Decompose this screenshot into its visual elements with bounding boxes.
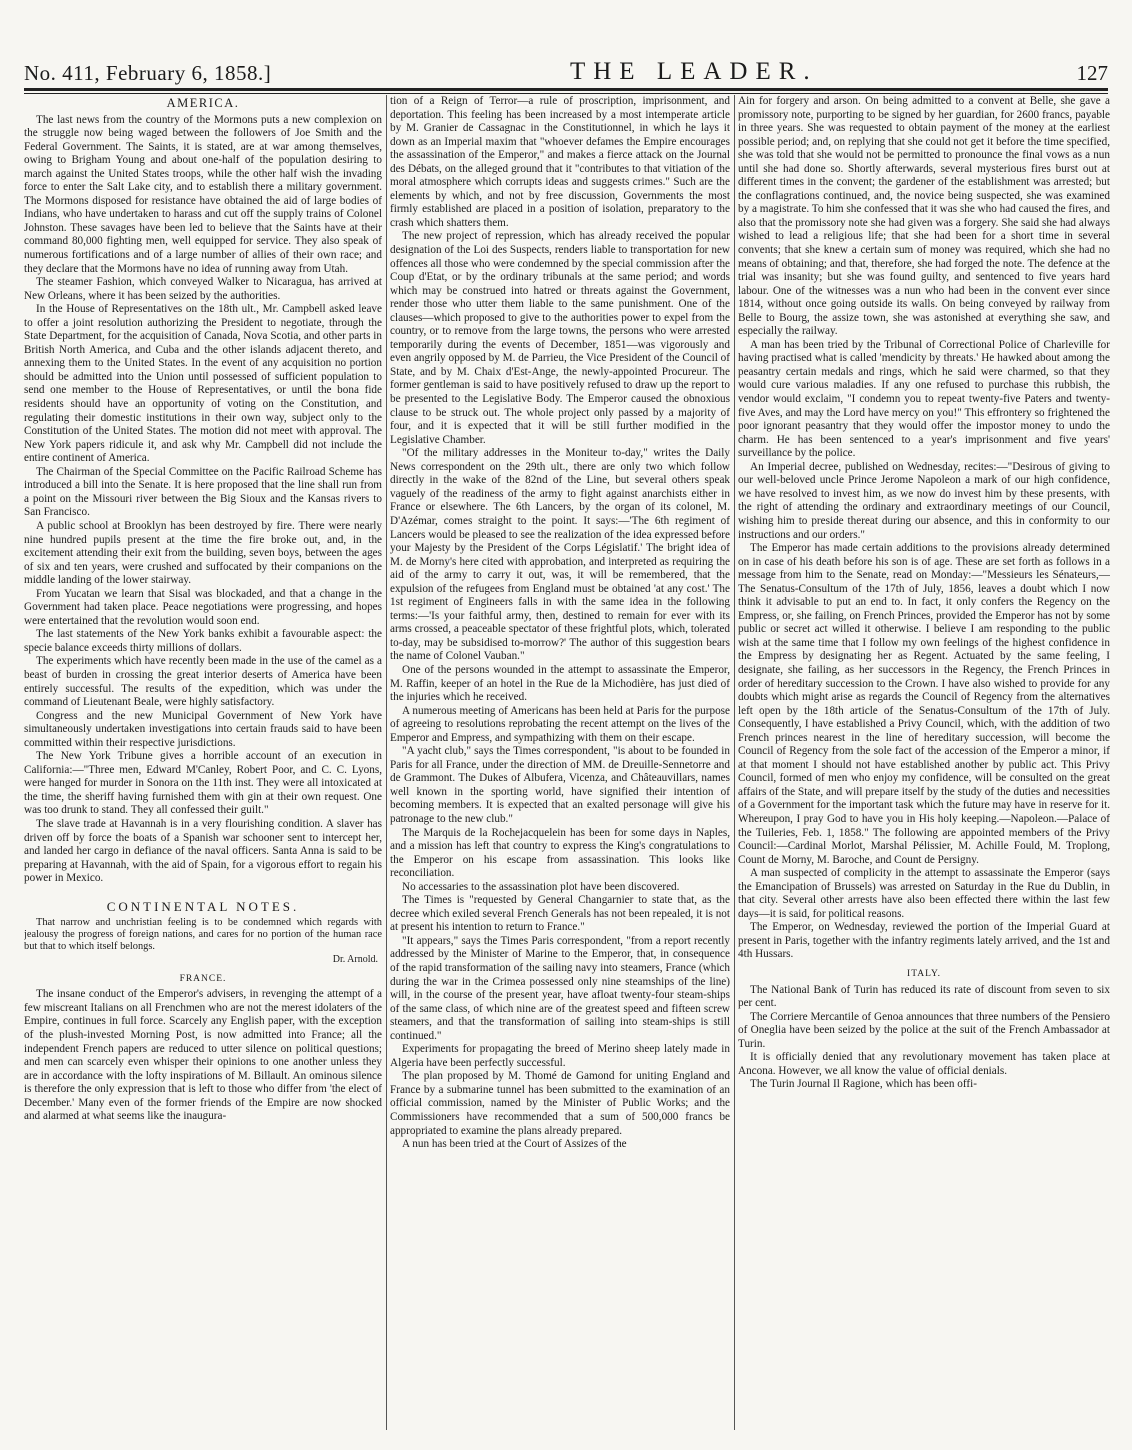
article-paragraph: A man suspected of complicity in the attempt to assassinate the Emperor (says the Emancipation of Brussels) was arrested on Saturday in the Rue du Dublin, in that city. Several other arrests have also been effected there within the last few days—it is said, for political reasons. bbox=[738, 867, 1110, 920]
masthead-rule-thin bbox=[24, 93, 1108, 94]
subheading-italy: ITALY. bbox=[907, 969, 941, 979]
article-paragraph: The insane conduct of the Emperor's advisers, in revenging the attempt of a few miscreant Italians on all Frenchmen who are not the merest idolaters of the Empire, continues in full force. Scarcely any English paper, with the exception of the plush-invested Morning Post, is now admitted into France; all the independent French papers are reduced to utter silence on political questions; and men can scarcely even whisper their opinions to one another unless they are in accordance with the lofty inspirations of M. Billault. An ominous silence is therefore the only expression that is left to those who differ from 'the elect of December.' Many even of the former friends of the Empire are now shocked and alarmed at what seems like the inaugura- bbox=[24, 988, 382, 1123]
article-paragraph: Ain for forgery and arson. On being admitted to a convent at Belle, she gave a promissory note, purporting to be signed by her guardian, for 2600 francs, payable in three years. She was requested to obtain payment of the money at the earliest possible period; and, on replying that she could not get it before the time specified, she was told that she would not be permitted to pronounce the final vows as a nun until she had done so. Shortly afterwards, several mysterious fires burst out at different times in the convent; the gardener of the establishment was arrested; but the conflagrations continued, and, the novice being suspected, she was examined by a magistrate. To him she confessed that it was she who had caused the fires, and also that the promissory note she had given was a forgery. She said she had always wished to lead a religious life; that she had been for a short time in several convents; that she knew a certain sum of money was required, which she had no means of obtaining; and that, therefore, she had forged the note. The defence at the trial was insanity; but she was found guilty, and sentenced to five years hard labour. One of the witnesses was a nun who had been in the convent ever since 1814, without once going outside its walls. On being conveyed by railway from Belle to Bourg, the assize town, she was astonished at everything she saw, and especially the railway. bbox=[738, 95, 1110, 338]
column-2 bbox=[390, 95, 730, 1430]
column-divider-2 bbox=[734, 95, 735, 1430]
heading-america: AMERICA. bbox=[166, 96, 240, 110]
article-paragraph: "A yacht club," says the Times correspondent, "is about to be founded in Paris for all France, under the direction of MM. de Dreuille-Sennetorre and de Grammont. The Dukes of Albufera, Vicenza, and Châteauvillars, names well known in the sporting world, have signified their intention of becoming members. It is expected that an exalted personage will give his patronage to the new club." bbox=[390, 745, 730, 825]
article-paragraph: "It appears," says the Times Paris correspondent, "from a report recently addressed by the Minister of Marine to the Emperor, that, in consequence of the rapid transformation of the sailing navy into steamers, France (which during the war in the Crimea possessed only nine steamships of the line) will, in the course of the present year, have afloat twenty-four steam-ships of the same class, of which nine are of the greatest speed and fifteen screw steamers, and that the transformation of sailing into steam-ships is still continued." bbox=[390, 934, 730, 1042]
article-paragraph: An Imperial decree, published on Wednesday, recites:—"Desirous of giving to our well-beloved uncle Prince Jerome Napoleon a mark of our high confidence, we have resolved to invest him, as we now do invest him by these presents, with the right of attending the ordinary and extraordinary meetings of our Council, wishing him to preside thereat during our absence, and this in conformity to our instructions and our orders." bbox=[738, 460, 1110, 541]
article-paragraph: The Chairman of the Special Committee on the Pacific Railroad Scheme has introduced a bill into the Senate. It is here proposed that the line shall run from a point on the Missouri river between the Big Sioux and the Kansas rivers to San Francisco. bbox=[24, 465, 382, 519]
article-paragraph: Experiments for propagating the breed of Merino sheep lately made in Algeria have been perfectly successful. bbox=[390, 1043, 730, 1069]
article-paragraph: The Marquis de la Rochejacquelein has been for some days in Naples, and a mission has left that country to express the King's congratulations to the Emperor on his escape from assassination. This looks like reconciliation. bbox=[390, 826, 730, 880]
article-paragraph: A numerous meeting of Americans has been held at Paris for the purpose of agreeing to resolutions reprobating the recent attempt on the lives of the Emperor and Empress, and sympathizing with them on their escape. bbox=[390, 704, 730, 744]
article-paragraph: From Yucatan we learn that Sisal was blockaded, and that a change in the Government had taken place. Peace negotiations were progressing, and hopes were entertained that the revolution would soon end. bbox=[24, 587, 382, 627]
article-paragraph: tion of a Reign of Terror—a rule of proscription, imprisonment, and deportation. This feeling has been increased by a most intemperate article by M. Granier de Cassagnac in the Constitutionnel, in which he lays it down as an Imperial maxim that "whoever defames the Empire encourages the assassination of the Emperor," and makes a fierce attack on the Journal des Débats, on the alleged ground that it "contributes to that vitiation of the moral atmosphere which corrupts ideas and suggests crimes." Such are the elements by which, and not by free discussion, Governments the most firmly established are placed in a position of isolation, preparatory to the crash which shatters them. bbox=[390, 95, 730, 229]
article-paragraph: The last statements of the New York banks exhibit a favourable aspect: the specie balance exceeds thirty millions of dollars. bbox=[24, 628, 382, 654]
article-paragraph: The Turin Journal Il Ragione, which has been offi- bbox=[750, 1078, 977, 1091]
column-3 bbox=[738, 95, 1110, 1430]
article-paragraph: The Emperor, on Wednesday, reviewed the portion of the Imperial Guard at present in Paris, together with the infantry regiments lately arrived, and the 1st and 4th Hussars. bbox=[738, 921, 1110, 961]
column-divider-1 bbox=[386, 95, 387, 1430]
article-paragraph: It is officially denied that any revolutionary movement has taken place at Ancona. However, we all know the value of official denials. bbox=[738, 1051, 1110, 1077]
article-paragraph: No accessaries to the assassination plot have been discovered. bbox=[402, 880, 680, 893]
page-number: 127 bbox=[1076, 61, 1108, 85]
article-paragraph: A nun has been tried at the Court of Assizes of the bbox=[402, 1138, 627, 1151]
article-paragraph: The steamer Fashion, which conveyed Walker to Nicaragua, has arrived at New Orleans, where it has been seized by the authorities. bbox=[24, 276, 382, 302]
issue-date: No. 411, February 6, 1858.] bbox=[24, 61, 272, 85]
newspaper-title: THE LEADER. bbox=[569, 58, 818, 85]
article-paragraph: A man has been tried by the Tribunal of Correctional Police of Charleville for having practised what is called 'mendicity by threats.' He hawked about among the peasantry certain medals and rings, which he said were charmed, so that they would cure various maladies. If any one refused to purchase this rubbish, the vendor would exclaim, "I condemn you to repeat twenty-five Paters and twenty-five Aves, and may the Lord have mercy on you!" This effrontery so frightened the poor ignorant peasantry that they would offer the impostor money to undo the charm. He has been sentenced to a year's imprisonment and five years' surveillance by the police. bbox=[738, 338, 1110, 460]
masthead bbox=[24, 50, 1108, 86]
article-paragraph: In the House of Representatives on the 18th ult., Mr. Campbell asked leave to offer a joint resolution authorizing the President to negotiate, through the State Department, for the acquisition of Canada, Nova Scotia, and other parts in British North America, and Cuba and the other islands adjacent thereto, and annexing them to the United States. In the event of any acquisition no portion should be admitted into the Union until possessed of sufficient population to send one member to the House of Representatives, or until the bona fide residents should have an opportunity of voting on the Constitution, and regulating their domestic institutions in their own way, subject only to the Constitution of the United States. The motion did not meet with approval. The New York papers ridicule it, and ask why Mr. Campbell did not include the entire continent of America. bbox=[24, 303, 382, 465]
article-paragraph: The Corriere Mercantile of Genoa announces that three numbers of the Pensiero of Oneglia have been seized by the police at the suit of the French Ambassador at Turin. bbox=[738, 1010, 1110, 1050]
article-paragraph: The plan proposed by M. Thomé de Gamond for uniting England and France by a submarine tunnel has been submitted to the examination of an official commission, named by the Minister of Public Works; and the Commissioners have recommended that a sum of 500,000 francs be appropriated to examine the plans already prepared. bbox=[390, 1070, 730, 1137]
subheading-france: FRANCE. bbox=[179, 973, 227, 984]
article-paragraph: The experiments which have recently been made in the use of the camel as a beast of burden in crossing the great interior deserts of America have been entirely successful. The results of the expedition, which was under the command of Lieutenant Beale, were highly satisfactory. bbox=[24, 655, 382, 709]
masthead-rule-thick bbox=[24, 88, 1108, 91]
article-paragraph: The Times is "requested by General Changarnier to state that, as the decree which exiled several French Generals has not been repealed, it is not at present his intention to return to France." bbox=[390, 894, 730, 934]
article-paragraph: The slave trade at Havannah is in a very flourishing condition. A slaver has driven off by force the boats of a Spanish war schooner sent to intercept her, and landed her cargo in defiance of the naval officers. Santa Anna is said to be preparing at Havannah, with the aid of Spain, for a vigorous effort to regain his power in Mexico. bbox=[24, 817, 382, 885]
heading-continental-notes: CONTINENTAL NOTES. bbox=[106, 898, 300, 914]
article-paragraph: The new project of repression, which has already received the popular designation of the Loi des Suspects, renders liable to transportation for new offences all those who were condemned by the special commission after the Coup d'Etat, or by the ordinary tribunals at the same period; and words which may be construed into hatred or threats against the Government, render those who utter them liable to the same punishment. One of the clauses—which proposed to give to the authorities power to expel from the country, or to remove from the large towns, the persons who were arrested temporarily during the events of December, 1851—was vigorously and even angrily opposed by M. de Parrieu, the Vice President of the Council of State, and by M. Chaix d'Est-Ange, the newly-appointed Procureur. The former gentleman is said to have positively refused to draw up the report to be presented to the Legislative Body. The Emperor caused the obnoxious clause to be struck out. The whole project only passed by a majority of four, and it is expected that it will be still further modified in the Legislative Chamber. bbox=[390, 230, 730, 446]
column-1 bbox=[24, 95, 382, 1430]
article-paragraph: A public school at Brooklyn has been destroyed by fire. There were nearly nine hundred pupils present at the time the fire broke out, and, in the excitement attending their exit from the building, seven boys, between the ages of six and ten years, were crushed and suffocated by their companions on the middle landing of the lower stairway. bbox=[24, 519, 382, 587]
article-paragraph: Congress and the new Municipal Government of New York have simultaneously undertaken investigations into certain frauds said to have been committed within their respective jurisdictions. bbox=[24, 709, 382, 749]
epigraph: That narrow and unchristian feeling is to be condemned which regards with jealousy the progress of foreign nations, and cares for no portion of the human race but that to which itself belongs. bbox=[24, 917, 382, 953]
epigraph-attribution: Dr. Arnold. bbox=[332, 954, 378, 966]
article-paragraph: The New York Tribune gives a horrible account of an execution in California:—"Three men, Edward M'Canley, Robert Poor, and C. C. Lyons, were hanged for murder in Sonora on the 11th inst. They were all intoxicated at the time, the sheriff having furnished them with gin at their own request. One was too drunk to stand. They all confessed their guilt." bbox=[24, 750, 382, 817]
article-paragraph: "Of the military addresses in the Moniteur to-day," writes the Daily News correspondent on the 29th ult., there are only two which follow directly in the wake of the 82nd of the Line, but several others speak vaguely of the readiness of the army to fight against anarchists either in France or elsewhere. The 6th Lancers, by the organ of its colonel, M. D'Azémar, comes straight to the point. It says:—'The 6th regiment of Lancers would be pleased to see the realization of the idea expressed before your Majesty by the President of the Corps Législatif.' The bright idea of M. de Morny's here cited with approbation, and interpreted as requiring the aid of the army to carry it out, was, it will be remembered, that the expulsion of the refugees from England must be obtained 'at any cost.' The 1st regiment of Engineers falls in with the same idea in the following terms:—'Is your faithful army, then, destined to remain for ever with its arms crossed, a peaceable spectator of these frightful plots, which, tolerated to-day, may be subsidised to-morrow?' The author of this suggestion bears the name of Colonel Vauban." bbox=[390, 447, 730, 663]
article-paragraph: The last news from the country of the Mormons puts a new complexion on the struggle now being waged between the followers of Joe Smith and the Federal Government. The Saints, it is stated, are at war among themselves, owing to Brigham Young and about one-half of the population desiring to march against the United States troops, while the other half wish the invading force to enter the Salt Lake city, and to establish there a military government. The Mormons disposed for resistance have obtained the aid of large bodies of Indians, who have undertaken to harass and cut off the supply trains of Colonel Johnston. These savages have been led to believe that the Saints have at their command 80,000 fighting men, well equipped for service. They also speak of numerous fortifications and of a large number of allies of their own race; and they declare that the Mormons have no idea of running away from Utah. bbox=[24, 113, 382, 275]
article-paragraph: One of the persons wounded in the attempt to assassinate the Emperor, M. Raffin, keeper of an hotel in the Rue de la Michodière, has just died of the injuries which he received. bbox=[390, 663, 730, 704]
article-paragraph: The National Bank of Turin has reduced its rate of discount from seven to six per cent. bbox=[738, 983, 1110, 1010]
article-paragraph: The Emperor has made certain additions to the provisions already determined on in case of his death before his son is of age. These are set forth as follows in a message from him to the Senate, read on Monday:—"Messieurs les Sénateurs,—The Senatus-Consultum of the 17th of July, 1856, leaves a doubt which I now think it advisable to put an end to. In fact, it only confers the Regency on the Empress, or, she failing, on French Princes, provided the Emperor has not by some public or secret act willed it otherwise. I believe I am responding to the public wish at the same time that I follow my own feelings of the highest confidence in the Empress by designating her as Regent. Actuated by the same feeling, I designate, she failing, as her successors in the Regency, the French Princes in order of hereditary succession to the Crown. I have also wished to provide for any doubts which might arise as regards the Council of Regency from the alternatives left open by the 18th article of the Senatus-Consultum of the 17th of July. Consequently, I have established a Privy Council, which, with the addition of two French princes nearest in the line of hereditary succession, will become the Council of Regency from the sole fact of the accession of the Emperor a minor, if at that moment I should not have established another by public act. This Privy Council, formed of men who enjoy my confidence, will be consulted on the great affairs of the State, and will prepare itself by the study of the duties and necessities of a Government for the important task which the future may have in reserve for it. Whereupon, I pray God to have you in His holy keeping.—Napoleon.—Palace of the Tuileries, Feb. 1, 1858." The following are appointed members of the Privy Council:—Cardinal Morlot, Marshal Pélissier, M. Achille Fould, M. Troplong, Count de Morny, M. Baroche, and Count de Persigny. bbox=[738, 542, 1110, 866]
america-section bbox=[24, 114, 382, 886]
